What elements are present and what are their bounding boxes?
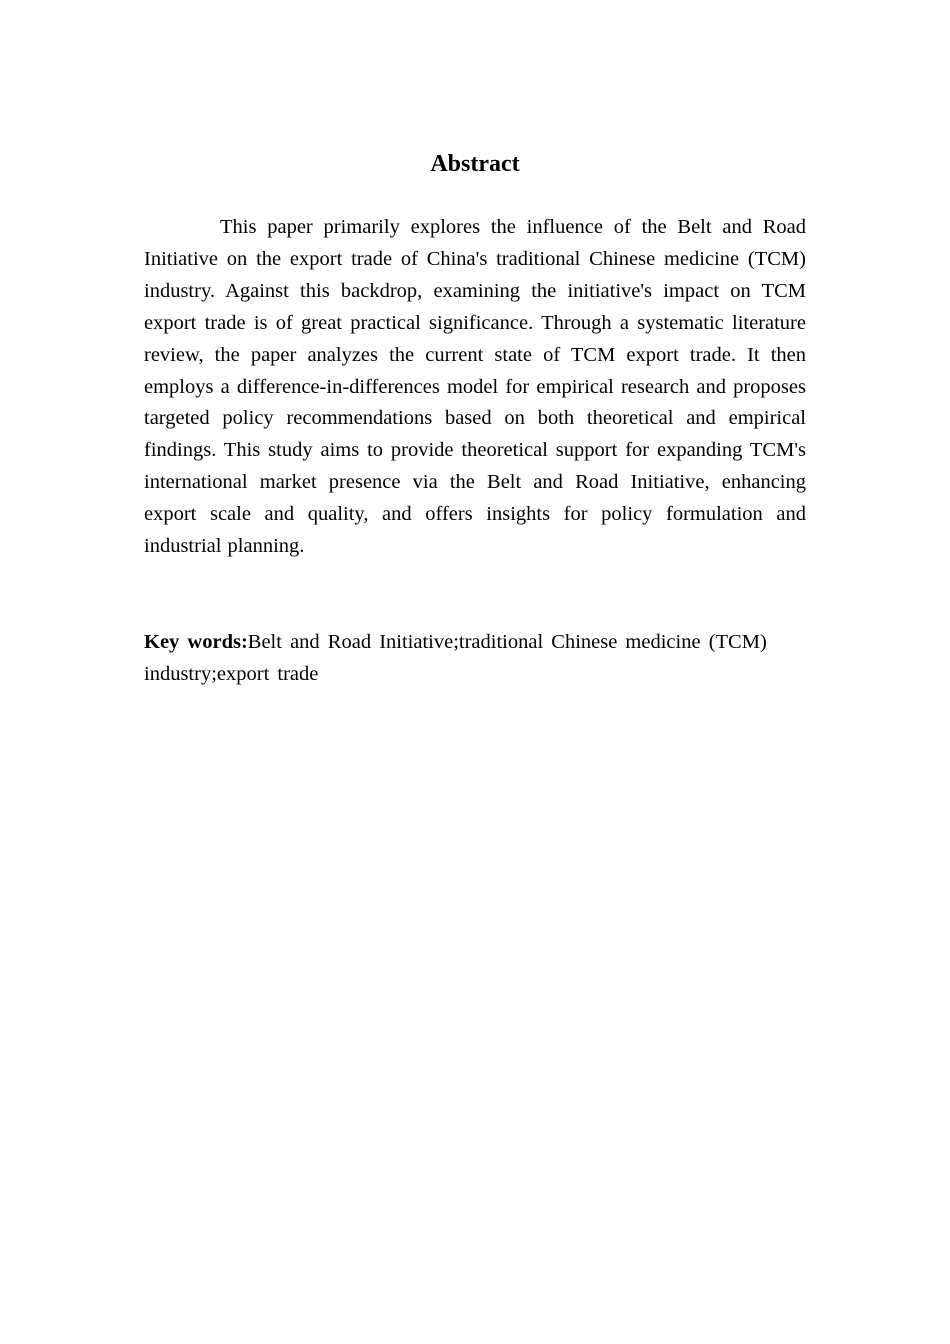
keywords-line	[144, 627, 784, 691]
abstract-title: Abstract	[430, 151, 520, 177]
keywords-text: Belt and Road Initiative;traditional Chinese medicine (TCM) industry;export trade	[144, 631, 767, 685]
keywords-label: Key words:	[144, 631, 248, 653]
abstract-paragraph: This paper primarily explores the influence of the Belt and Road Initiative on the export trade of China's traditional Chinese medicine (TCM) industry. Against this backdrop, examining the initiative's impact on TCM export trade is of great practical significance. Through a systematic literature review, the paper analyzes the current state of TCM export trade. It then employs a difference-in-differences model for empirical research and proposes targeted policy recommendations based on both theoretical and empirical findings. This study aims to provide theoretical support for expanding TCM's international market presence via the Belt and Road Initiative, enhancing export scale and quality, and offers insights for policy formulation and industrial planning.	[144, 216, 806, 558]
